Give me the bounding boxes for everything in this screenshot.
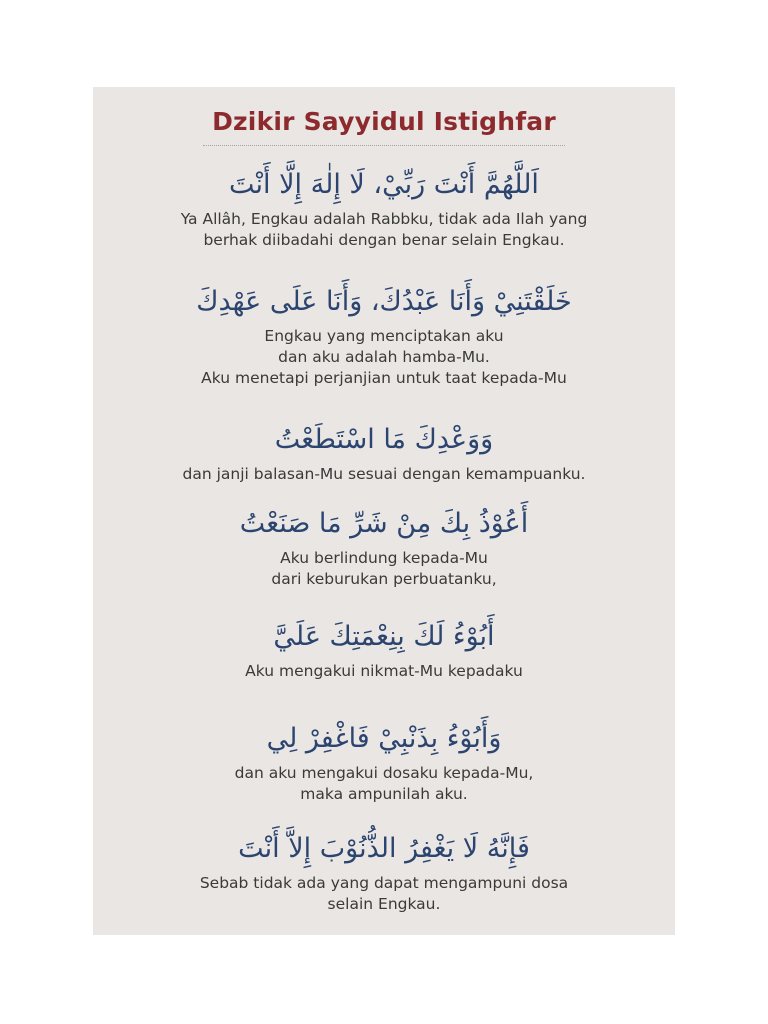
dzikir-card bbox=[93, 87, 675, 935]
verse-4-translation-line-1: Aku berlindung kepada-Mu bbox=[280, 549, 488, 567]
verse-7 bbox=[93, 829, 675, 915]
verse-1 bbox=[93, 165, 675, 251]
verse-3 bbox=[93, 420, 675, 485]
verse-1-translation-line-1: Ya Allâh, Engkau adalah Rabbku, tidak ada Ilah yang bbox=[180, 210, 588, 228]
verse-7-translation-line-2: selain Engkau. bbox=[327, 895, 441, 913]
verse-3-arabic: وَوَعْدِكَ مَا اسْتَطَعْتُ bbox=[274, 424, 494, 455]
verse-4-translation bbox=[93, 548, 675, 590]
verse-6-arabic: وَأَبُوْءُ بِذَنْبِيْ فَاغْفِرْ لِي bbox=[266, 723, 502, 754]
verse-5-arabic: أَبُوْءُ لَكَ بِنِعْمَتِكَ عَلَيَّ bbox=[273, 621, 495, 652]
verse-3-translation-line-1: dan janji balasan-Mu sesuai dengan kemampuanku. bbox=[182, 465, 586, 483]
verse-6 bbox=[93, 719, 675, 805]
verse-1-arabic: اَللَّهُمَّ أَنْتَ رَبِّيْ، لَا إِلٰهَ إِلَّا أَنْتَ bbox=[229, 169, 539, 200]
verse-2-translation-line-3: Aku menetapi perjanjian untuk taat kepada-Mu bbox=[201, 369, 567, 387]
verse-1-translation-line-2: berhak diibadahi dengan benar selain Engkau. bbox=[203, 231, 565, 249]
verse-6-translation bbox=[93, 763, 675, 805]
verse-4-translation-line-2: dari keburukan perbuatanku, bbox=[271, 570, 497, 588]
verse-4 bbox=[93, 504, 675, 590]
verse-2-translation-line-2: dan aku adalah hamba-Mu. bbox=[278, 348, 490, 366]
page-title: Dzikir Sayyidul Istighfar bbox=[212, 107, 556, 136]
verse-2-translation bbox=[93, 326, 675, 389]
verse-2-translation-line-1: Engkau yang menciptakan aku bbox=[264, 327, 504, 345]
verse-6-translation-line-2: maka ampunilah aku. bbox=[300, 785, 468, 803]
verse-5-translation-line-1: Aku mengakui nikmat-Mu kepadaku bbox=[245, 662, 523, 680]
verse-1-translation bbox=[93, 209, 675, 251]
verse-4-arabic: أَعُوْذُ بِكَ مِنْ شَرِّ مَا صَنَعْتُ bbox=[239, 508, 529, 539]
verse-7-translation-line-1: Sebab tidak ada yang dapat mengampuni dosa bbox=[199, 874, 569, 892]
verse-6-translation-line-1: dan aku mengakui dosaku kepada-Mu, bbox=[234, 764, 534, 782]
title-divider bbox=[203, 145, 565, 146]
verse-7-arabic: فَإِنَّهُ لَا يَغْفِرُ الذُّنُوْبَ إِلاَّ أَنْتَ bbox=[238, 833, 530, 864]
verse-2-arabic: خَلَقْتَنِيْ وَأَنَا عَبْدُكَ، وَأَنَا عَلَى عَهْدِكَ bbox=[196, 286, 572, 317]
verse-5-translation bbox=[93, 661, 675, 682]
verse-5 bbox=[93, 617, 675, 682]
verse-7-translation bbox=[93, 873, 675, 915]
verse-3-translation bbox=[93, 464, 675, 485]
verse-2 bbox=[93, 282, 675, 389]
